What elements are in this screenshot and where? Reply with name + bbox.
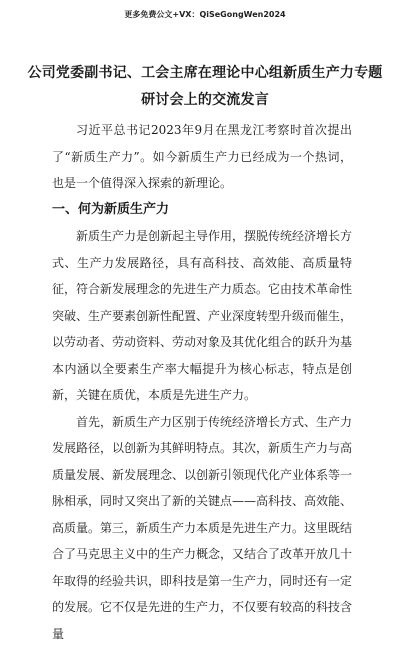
document-body <box>52 117 352 647</box>
intro-paragraph: 习近平总书记2023年9月在黑龙江考察时首次提出了“新质生产力”。如今新质生产力已经成为一个热词，也是一个值得深入探索的新理论。 <box>52 117 352 197</box>
document-title-line2: 研讨会上的交流发言 <box>20 89 390 109</box>
header-note: 更多免费公文+VX：QiSeGongWen2024 <box>0 9 410 20</box>
body-paragraph-2: 首先，新质生产力区别于传统经济增长方式、生产力发展路径，以创新为其鲜明特点。其次，新质生产力与高质量发展、新发展理念、以创新引领现代化产业体系等一脉相承，同时又突出了新的关键点——高科技、高效能、高质量。第三，新质生产力本质是先进生产力。这里既结合了马克思主义中的生产力概念，又结合了改革开放几十年取得的经验共识，即科技是第一生产力，同时还有一定的发展。它不仅是先进的生产力，不仅要有较高的科技含量 <box>52 409 352 647</box>
document-title-line1: 公司党委副书记、工会主席在理论中心组新质生产力专题 <box>20 62 390 82</box>
section-heading: 一、何为新质生产力 <box>52 197 352 224</box>
body-paragraph-1: 新质生产力是创新起主导作用，摆脱传统经济增长方式、生产力发展路径，具有高科技、高效能、高质量特征，符合新发展理念的先进生产力质态。它由技术革命性突破、生产要素创新性配置、产业深度转型升级而催生，以劳动者、劳动资料、劳动对象及其优化组合的跃升为基本内涵以全要素生产率大幅提升为核心标志，特点是创新，关键在质优，本质是先进生产力。 <box>52 223 352 409</box>
